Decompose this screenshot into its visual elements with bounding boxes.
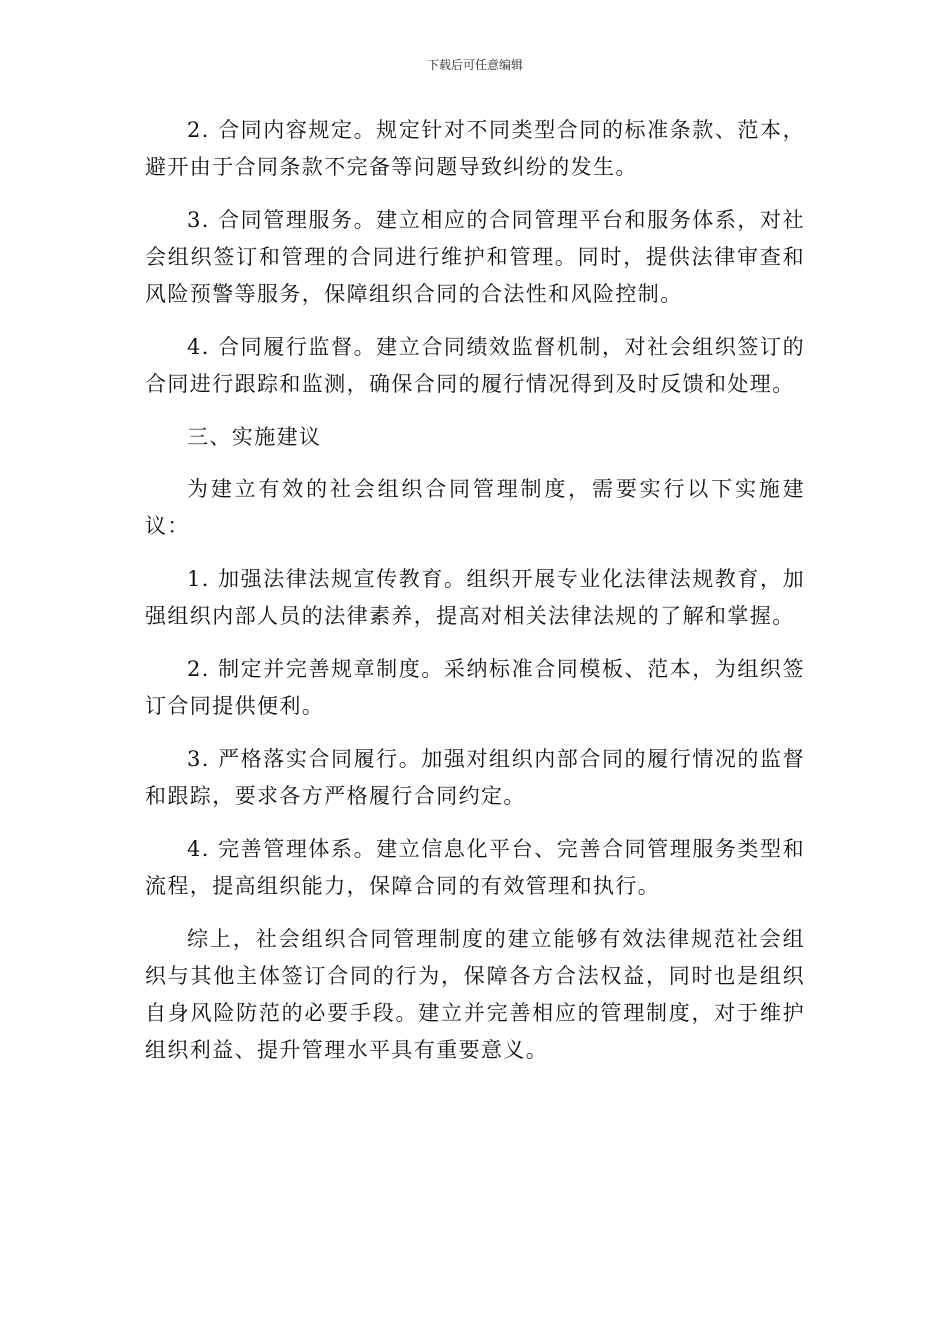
paragraph-suggestion-3: 3. 严格落实合同履行。加强对组织内部合同的履行情况的监督和跟踪，要求各方严格履行合同约定。 — [145, 747, 805, 808]
section-heading: 三、实施建议 — [187, 425, 322, 449]
page-header: 下载后可任意编辑 — [426, 58, 523, 72]
paragraph-suggestion-2: 2. 制定并完善规章制度。采纳标准合同模板、范本，为组织签订合同提供便利。 — [145, 657, 805, 718]
paragraph-suggestion-1: 1. 加强法律法规宣传教育。组织开展专业化法律法规教育，加强组织内部人员的法律素养，提高对相关法律法规的了解和掌握。 — [145, 567, 805, 628]
paragraph-suggestion-4: 4. 完善管理体系。建立信息化平台、完善合同管理服务类型和流程，提高组织能力，保障合同的有效管理和执行。 — [145, 837, 805, 898]
document-body — [145, 112, 805, 1085]
paragraph-contract-service: 3. 合同管理服务。建立相应的合同管理平台和服务体系，对社会组织签订和管理的合同进行维护和管理。同时，提供法律审查和风险预警等服务，保障组织合同的合法性和风险控制。 — [145, 208, 805, 306]
paragraph-conclusion: 综上，社会组织合同管理制度的建立能够有效法律规范社会组织与其他主体签订合同的行为，保障各方合法权益，同时也是组织自身风险防范的必要手段。建立并完善相应的管理制度，对于维护组织利益、提升管理水平具有重要意义。 — [145, 927, 805, 1062]
paragraph-contract-supervision: 4. 合同履行监督。建立合同绩效监督机制，对社会组织签订的合同进行跟踪和监测，确保合同的履行情况得到及时反馈和处理。 — [145, 335, 805, 396]
paragraph-intro: 为建立有效的社会组织合同管理制度，需要实行以下实施建议： — [145, 477, 805, 538]
paragraph-contract-content: 2. 合同内容规定。规定针对不同类型合同的标准条款、范本，避开由于合同条款不完备等问题导致纠纷的发生。 — [145, 118, 805, 179]
